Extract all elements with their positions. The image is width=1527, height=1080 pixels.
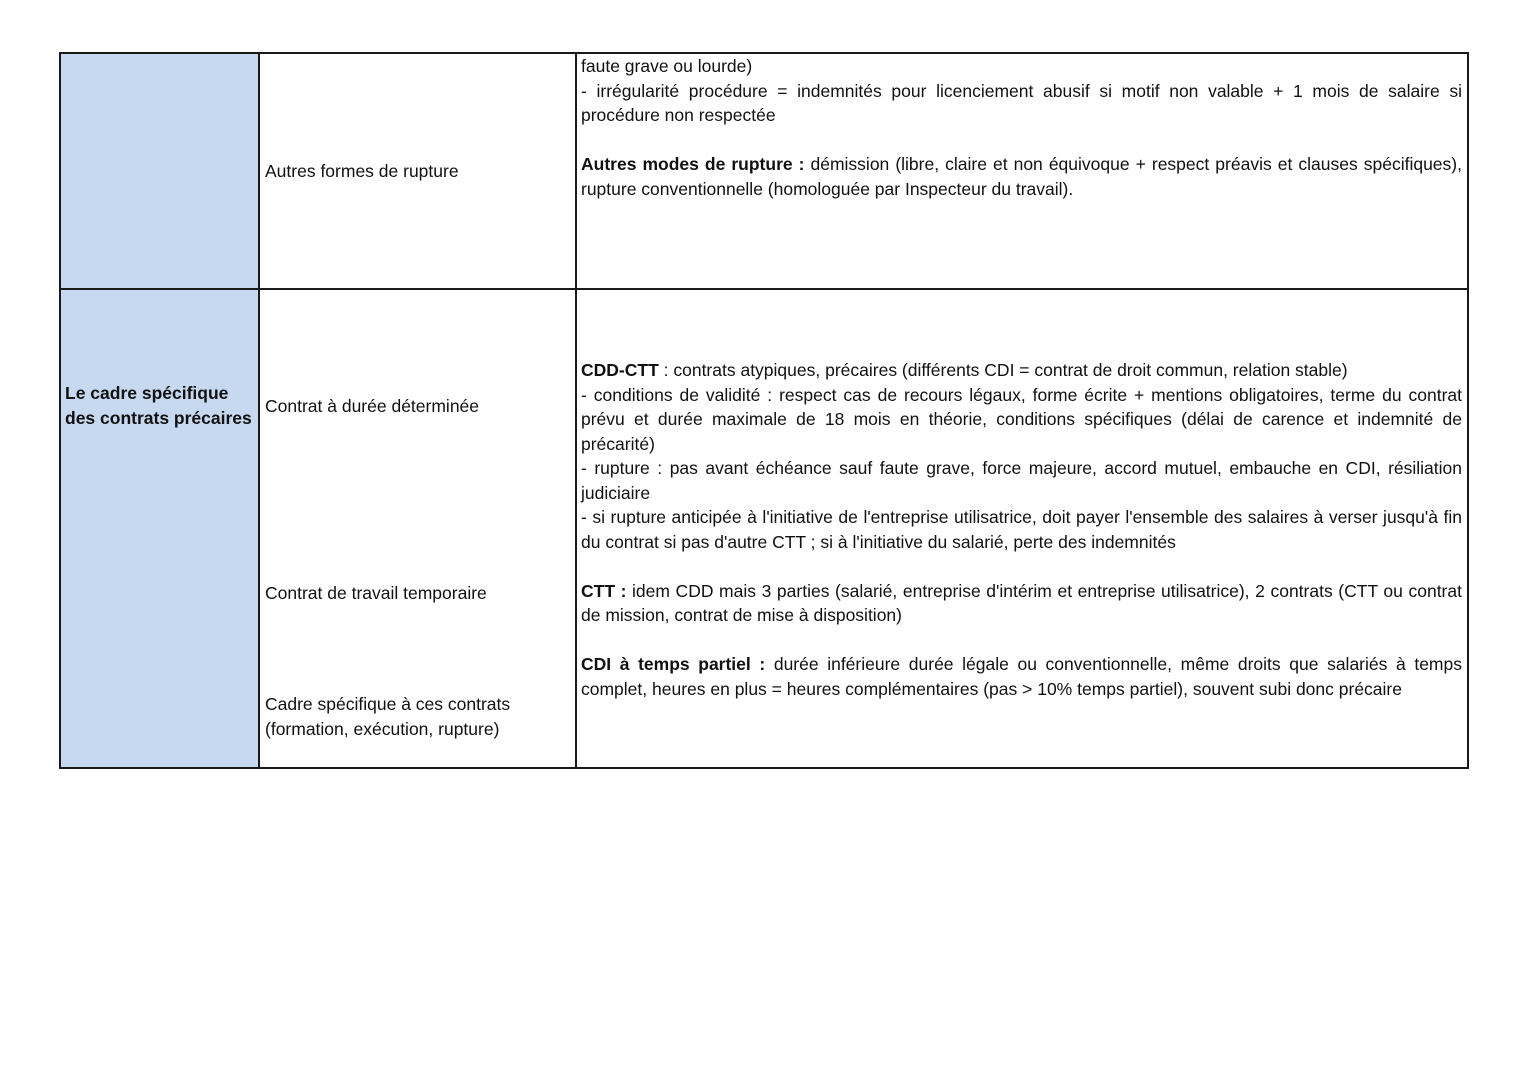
cddctt-heading: CDD-CTT	[581, 360, 659, 380]
ctt-text: idem CDD mais 3 parties (salarié, entreprise d'intérim et entreprise utilisatrice), 2 contrats (CTT ou contrat de mission, contrat de mise à disposition)	[581, 580, 1462, 625]
cdi-text: durée inférieure durée légale ou conventionnelle, même droits que salariés à temps complet, heures en plus = heures complémentaires (pas > 10% temps partiel), souvent subi donc précaire	[581, 654, 1462, 699]
text-line: - conditions de validité : respect cas de recours légaux, forme écrite + mentions obligatoires, terme du contrat prévu et durée maximale de 18 mois en théorie, conditions spécifiques (délai de carence et indemnité de précarité)	[581, 384, 1462, 454]
autres-modes-text: démission (libre, claire et non équivoque + respect préavis et clauses spécifiques), rupture conventionnelle (homologuée par Inspecteur du travail).	[581, 154, 1462, 199]
subject-cdd: Contrat à durée déterminée	[265, 396, 480, 416]
autres-modes-heading: Autres modes de rupture :	[581, 154, 805, 174]
ctt-heading: CTT :	[581, 580, 627, 601]
text-line: faute grave ou lourde)	[581, 56, 753, 76]
autres-modes-paragraph	[581, 152, 1462, 201]
cddctt-text: : contrats atypiques, précaires (différents CDI = contrat de droit commun, relation stable)	[658, 360, 1348, 380]
cddctt-paragraph	[581, 358, 1462, 383]
category-title: Le cadre spécifique des contrats précaires	[65, 383, 252, 428]
subject-cadre-specifique: Cadre spécifique à ces contrats (formation, exécution, rupture)	[265, 694, 511, 739]
cdi-paragraph	[581, 652, 1462, 701]
text-line: - si rupture anticipée à l'initiative de l'entreprise utilisatrice, doit payer l'ensemble des salaires à verser jusqu'à fin du contrat si pas d'autre CTT ; si à l'initiative du salarié, perte des indemnités	[581, 507, 1462, 552]
subject-autres-formes-rupture: Autres formes de rupture	[265, 161, 459, 181]
cdi-heading: CDI à temps partiel :	[581, 654, 766, 674]
text-line: - rupture : pas avant échéance sauf faute grave, force majeure, accord mutuel, embauche en CDI, résiliation judiciaire	[581, 458, 1462, 503]
subject-ctt: Contrat de travail temporaire	[265, 583, 487, 603]
row1-category-cell	[59, 52, 260, 290]
row2-content-text	[581, 358, 1462, 701]
ctt-paragraph	[581, 579, 1462, 628]
text-line: - irrégularité procédure = indemnités pour licenciement abusif si motif non valable + 1 mois de salaire si procédure non respectée	[581, 80, 1462, 125]
row2-category-cell	[59, 288, 260, 769]
row1-content-text	[581, 54, 1462, 201]
